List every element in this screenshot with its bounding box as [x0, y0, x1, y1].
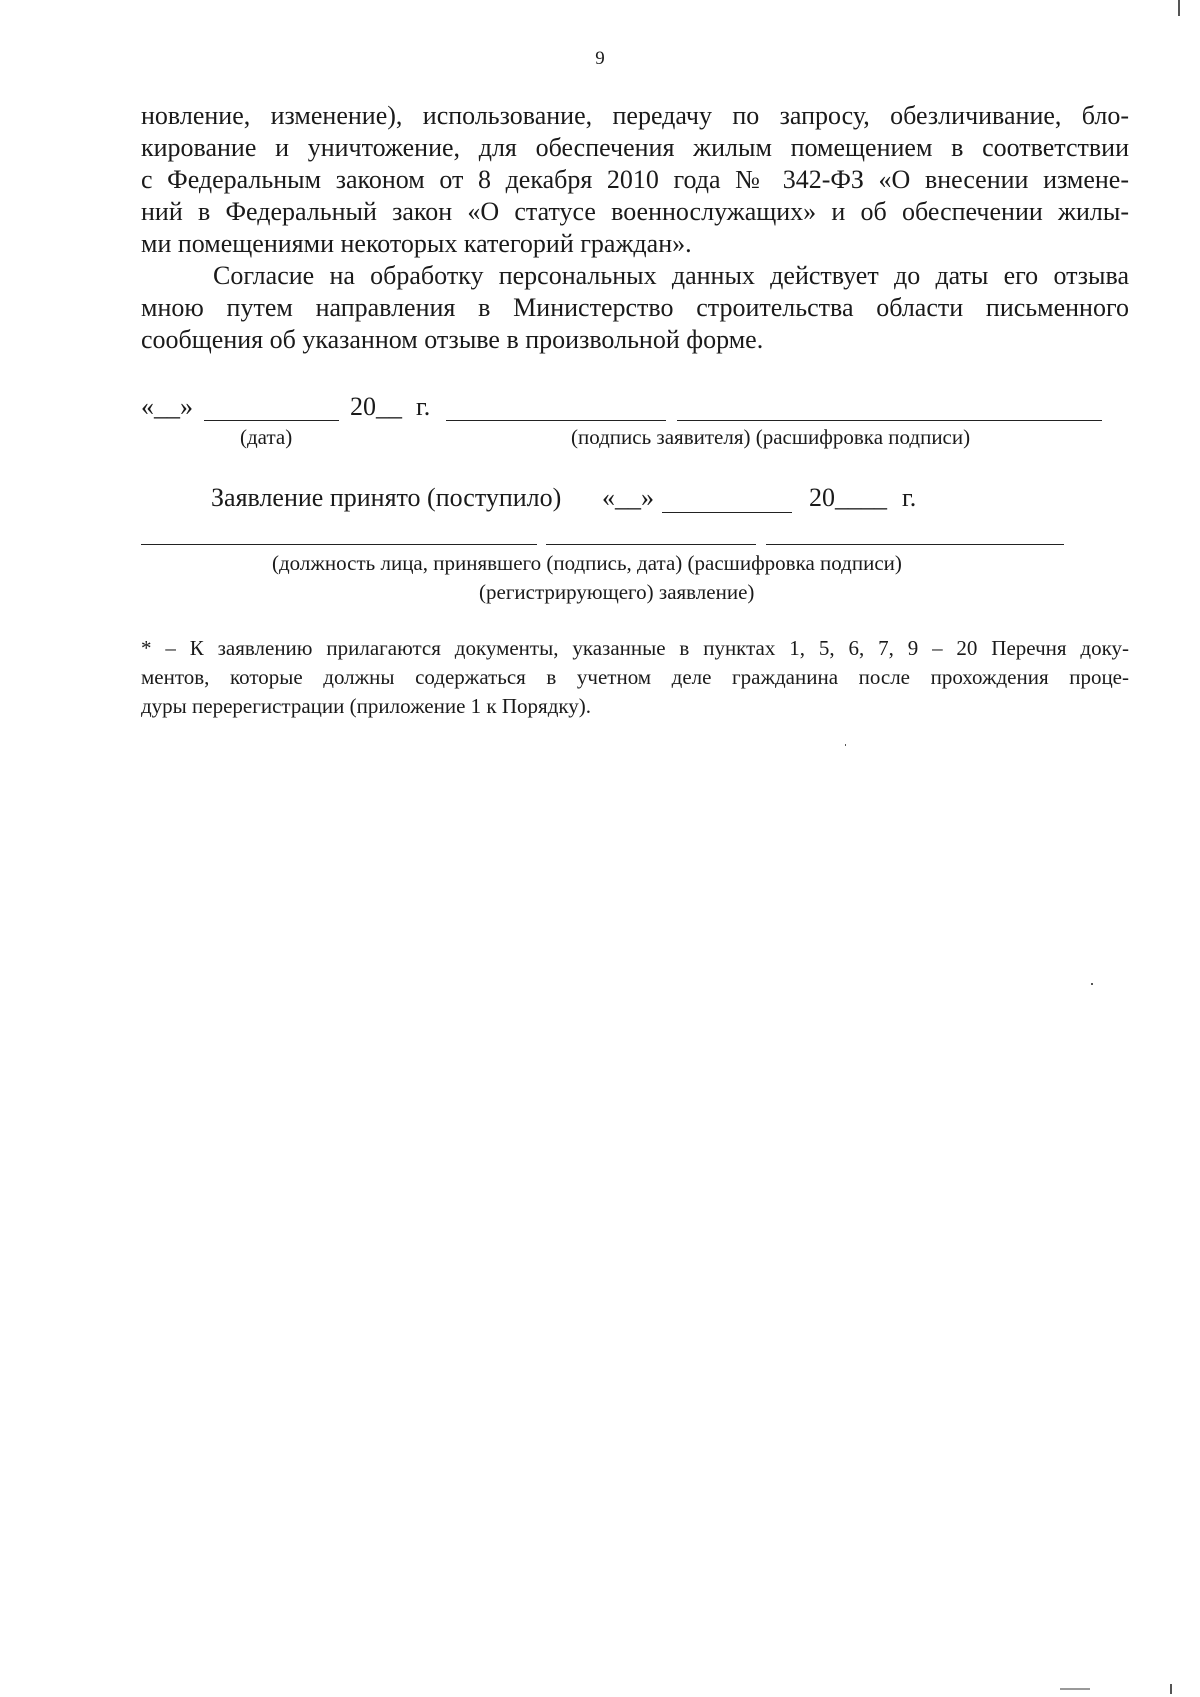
official-signature-line	[546, 544, 756, 545]
footnote-line: ментов, которые должны содержаться в учетном деле гражданина после прохождения проце-	[141, 665, 1129, 689]
text-line: кирование и уничтожение, для обеспечения жилым помещением в соответствии	[141, 133, 1129, 162]
acceptance-year-suffix: г.	[902, 483, 917, 512]
scan-artifact	[1170, 1684, 1172, 1694]
applicant-signature-line	[446, 420, 666, 421]
footnote	[141, 634, 1129, 721]
official-caption-line2: (регистрирующего) заявление)	[479, 580, 755, 604]
text-line: ми помещениями некоторых категорий граждан».	[141, 229, 692, 258]
scan-artifact	[845, 744, 846, 746]
text-line: Согласие на обработку персональных данных действует до даты его отзыва	[213, 261, 1129, 290]
scan-artifact	[1060, 1688, 1090, 1690]
official-caption-line1: (должность лица, принявшего (подпись, дата) (расшифровка подписи)	[272, 551, 902, 575]
date-month-line	[204, 420, 339, 421]
date-caption: (дата)	[240, 425, 293, 449]
page-number: 9	[595, 48, 605, 69]
signature-caption: (подпись заявителя) (расшифровка подписи)	[571, 425, 971, 449]
year-suffix: г.	[416, 392, 431, 421]
paragraph-consent-purpose	[141, 100, 1129, 260]
footnote-line: дуры перерегистрации (приложение 1 к Порядку).	[141, 694, 592, 718]
text-line: новление, изменение), использование, передачу по запросу, обезличивание, бло-	[141, 101, 1129, 130]
date-day-field: «__»	[141, 392, 193, 421]
applicant-name-line	[677, 420, 1102, 421]
text-line: ний в Федеральный закон «О статусе военнослужащих» и об обеспечении жилы-	[141, 197, 1129, 226]
paragraph-consent-duration	[141, 260, 1129, 356]
acceptance-day-field: «__»	[602, 483, 654, 512]
acceptance-month-line	[662, 512, 792, 513]
text-line: с Федеральным законом от 8 декабря 2010 года № 342-ФЗ «О внесении измене-	[141, 165, 1129, 194]
text-line: сообщения об указанном отзыве в произвольной форме.	[141, 325, 764, 354]
official-name-line	[766, 544, 1064, 545]
text-line: мною путем направления в Министерство строительства области письменного	[141, 293, 1129, 322]
scan-artifact	[1178, 0, 1180, 16]
official-position-line	[141, 544, 537, 545]
date-year-field: 20__	[350, 392, 402, 421]
acceptance-label: Заявление принято (поступило)	[211, 483, 562, 512]
footnote-line: * – К заявлению прилагаются документы, указанные в пунктах 1, 5, 6, 7, 9 – 20 Перечня доку-	[141, 636, 1129, 660]
scan-artifact	[1091, 983, 1093, 985]
acceptance-year-field: 20____	[809, 483, 887, 512]
